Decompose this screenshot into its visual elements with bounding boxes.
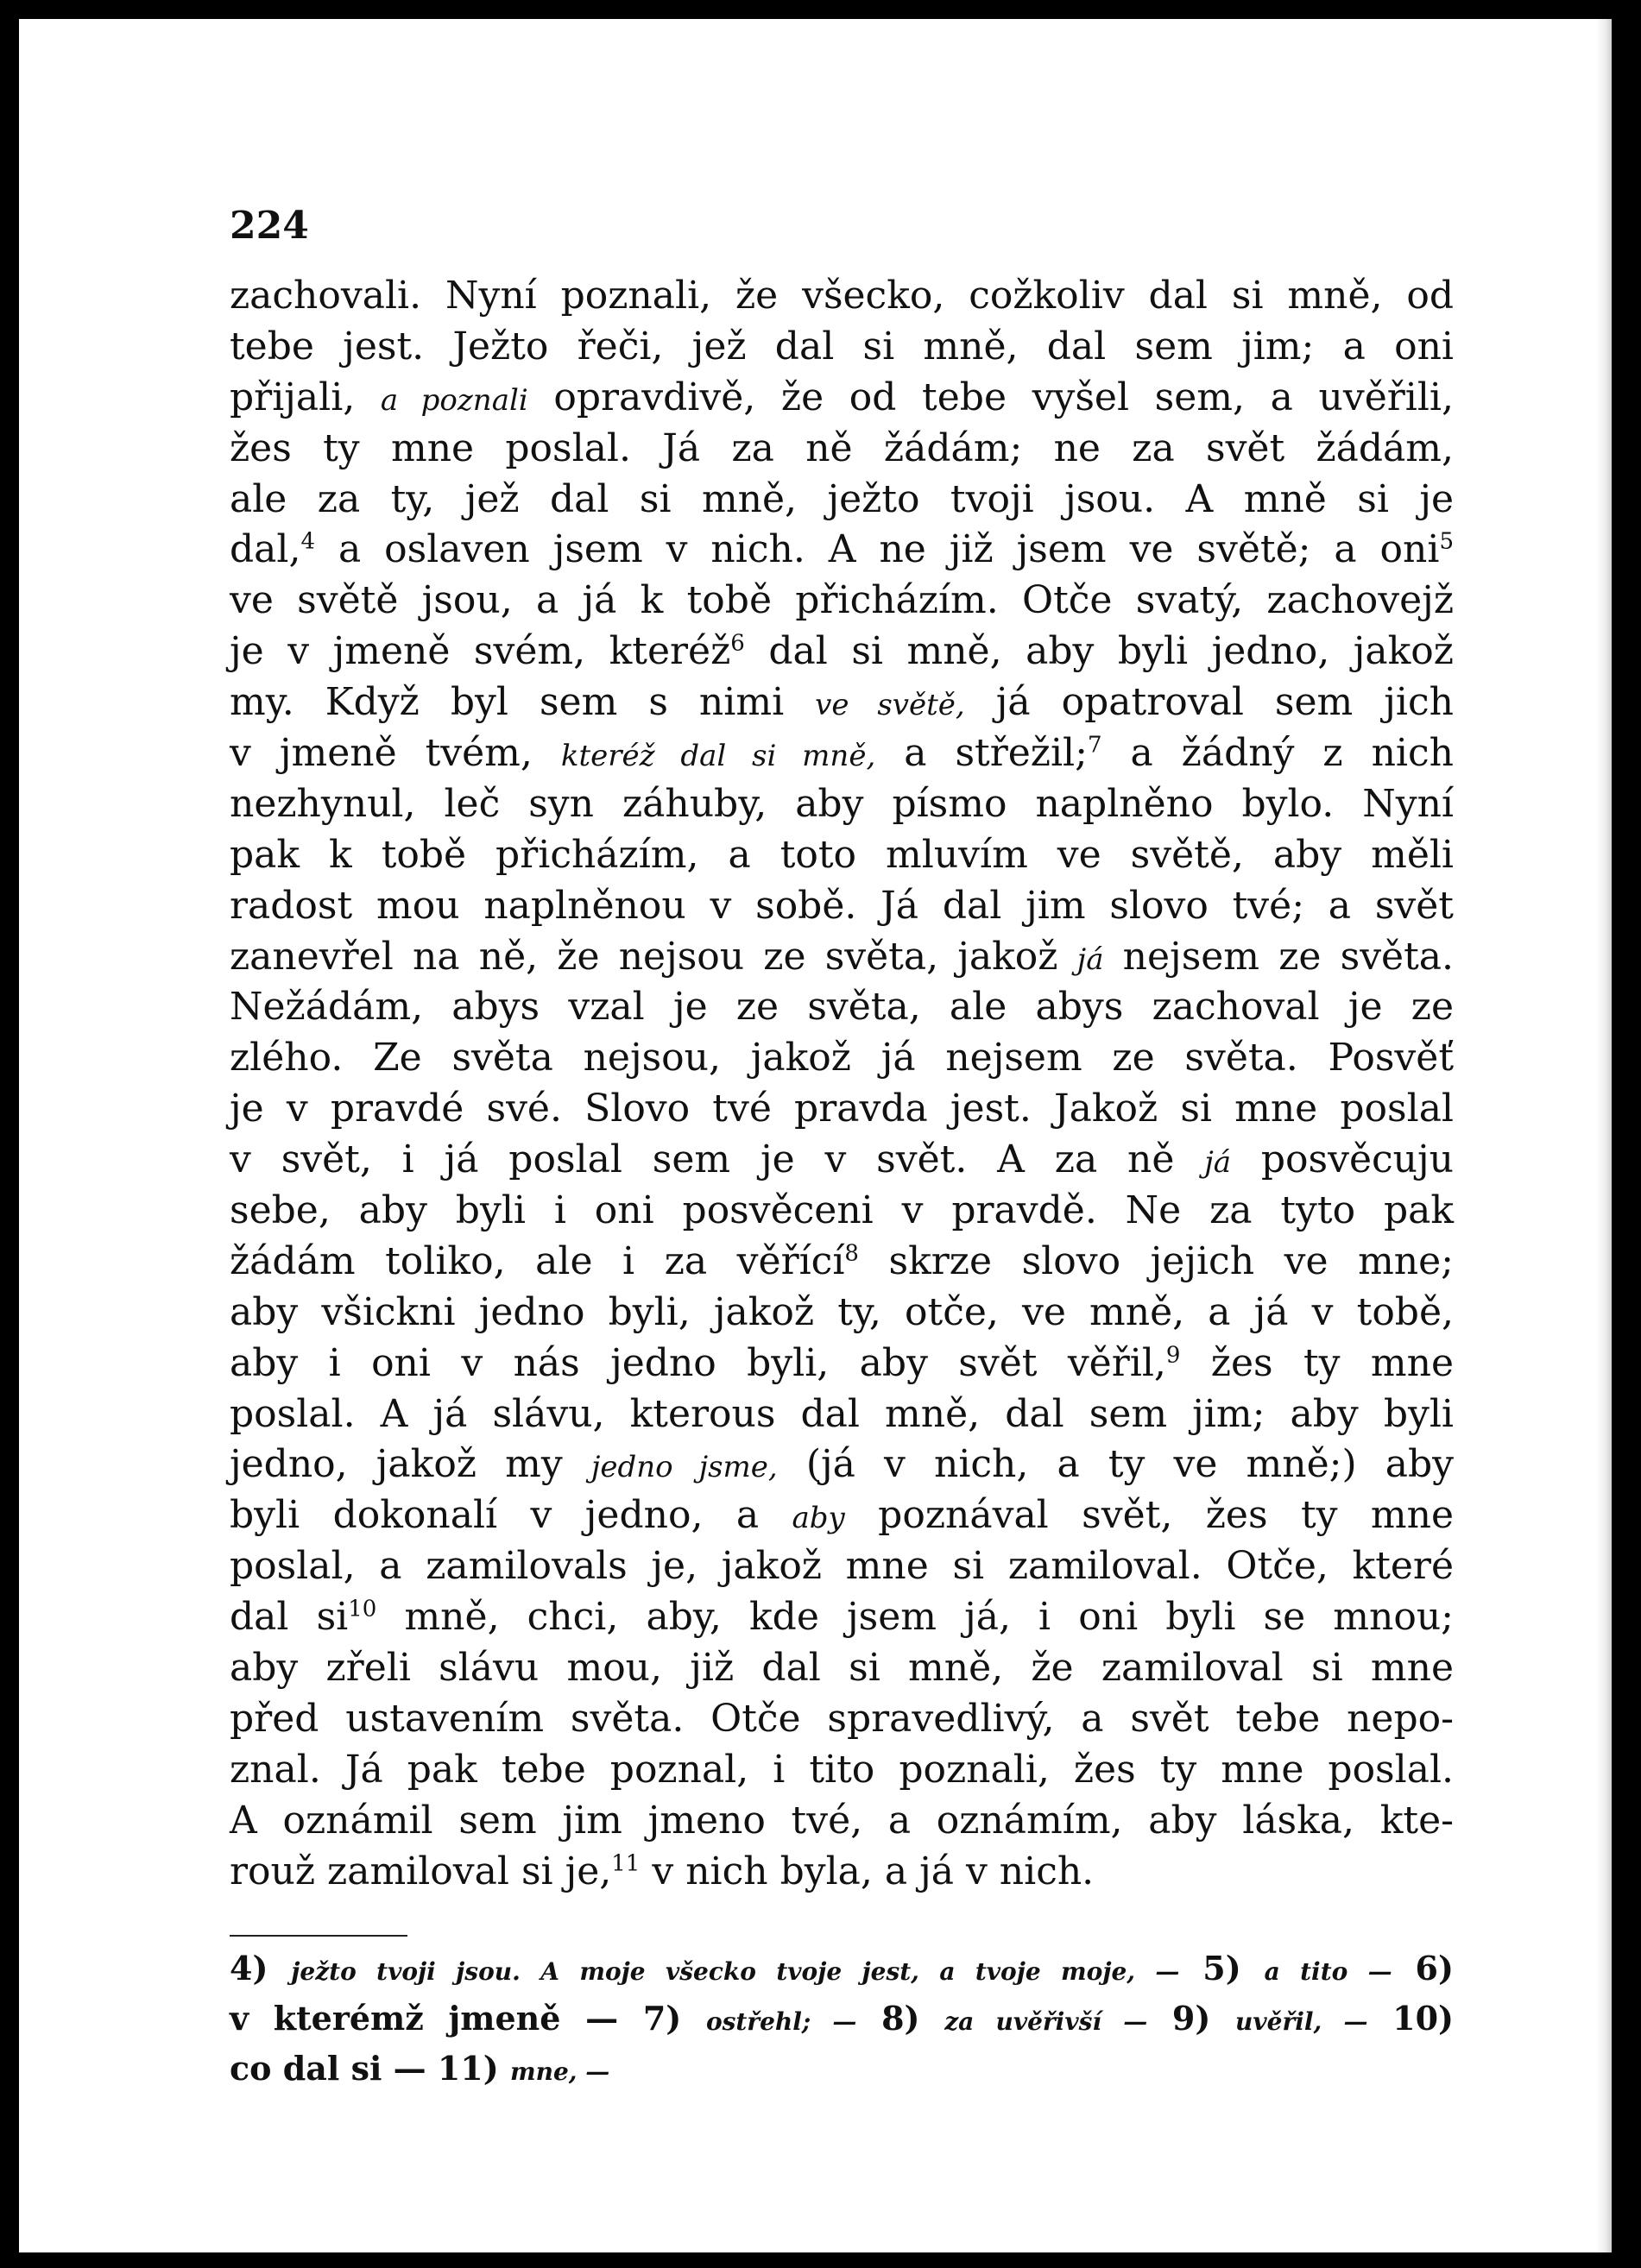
footnote-marker: 9 [1165,1342,1181,1369]
footnote-line [230,1994,1454,2044]
text-line [230,1796,1454,1847]
italic-run: mne, — [509,2057,610,2086]
text-line [230,1389,1454,1440]
text-line [230,424,1454,475]
text-line [230,576,1454,627]
text-run: přijali, [230,375,381,419]
text-line [230,982,1454,1033]
text-run: mně, chci, aby, kde jsem já, i oni byli se mnou; [376,1595,1455,1640]
italic-run: jedno jsme, [590,1450,778,1485]
text-run: já opatroval sem jich [964,680,1454,725]
text-run: posvěcuju [1231,1137,1454,1182]
text-run: rouž zamiloval si je, [230,1849,612,1893]
text-run: ve světě jsou, a já k tobě přicházím. Otče svatý, zachovejž [230,578,1454,623]
text-run: zanevřel na ně, že nejsou ze světa, jakož [230,934,1077,979]
text-line [230,1440,1454,1490]
footnotes [230,1944,1454,2094]
text-run: je v pravdé své. Slovo tvé pravda jest. Jakož si mne poslal [230,1087,1454,1131]
italic-run: a poznali [380,382,528,418]
text-run: 4) [230,1949,292,1988]
text-line [230,1745,1454,1796]
text-run: nejsem ze světa. [1103,934,1454,979]
text-run: nezhynul, leč syn záhuby, aby písmo naplněno bylo. Nyní [230,781,1454,826]
page-number: 224 [230,204,309,248]
text-run: dal si [230,1595,349,1640]
text-line [230,1237,1454,1288]
text-line [230,525,1454,576]
footnote-marker: 7 [1087,732,1102,759]
text-line [230,1643,1454,1694]
text-line [230,271,1454,322]
text-line [230,677,1454,728]
text-run: je v jmeně svém, kteréž [230,629,731,674]
text-run: aby všickni jedno byli, jakož ty, otče, ve mně, a já v tobě, [230,1289,1454,1334]
text-run: 10) [1367,1999,1455,2038]
text-run: žes ty mne poslal. Já za ně žádám; ne za svět žádám, [230,425,1454,470]
book-page [19,19,1612,2252]
text-run: dal, [230,527,301,572]
text-run: poslal, a zamilovals je, jakož mne si zamiloval. Otče, které [230,1544,1454,1589]
text-run: zachovali. Nyní poznali, že všecko, cožkoliv dal si mně, od [230,274,1454,318]
footnote-line [230,2044,1454,2094]
text-run: byli dokonalí v jedno, a [230,1493,792,1538]
text-run: 8) [856,1999,945,2038]
text-line [230,881,1454,932]
footnote-marker: 5 [1439,528,1454,555]
text-line [230,1541,1454,1592]
footnote-marker: 6 [730,630,745,657]
italic-run: ve světě, [815,688,965,723]
italic-run: já [1204,1145,1232,1181]
text-run: aby zřeli slávu mou, již dal si mně, že zamiloval si mne [230,1646,1454,1691]
italic-run: ostřehl; — [705,2007,857,2036]
text-run: 9) [1147,1999,1236,2038]
text-run: my. Když byl sem s nimi [230,680,816,725]
text-line [230,779,1454,830]
page-edge-shadow [1596,19,1612,2252]
text-run: tebe jest. Ježto řeči, jež dal si mně, dal sem jim; a oni [230,324,1454,369]
text-run: 6) [1392,1949,1454,1988]
italic-run: kteréž dal si mně, [560,739,876,774]
text-line [230,830,1454,881]
italic-run: a tito — [1264,1957,1392,1986]
text-line [230,932,1454,983]
text-run: v nich byla, a já v nich. [640,1849,1095,1893]
text-run: dal si mně, aby byli jedno, jakož [744,629,1454,674]
text-run: poslal. A já slávu, kterous dal mně, dal sem jim; aby byli [230,1391,1454,1436]
text-run: sebe, aby byli i oni posvěceni v pravdě. Ne za tyto pak [230,1188,1454,1233]
footnote-marker: 10 [348,1596,377,1622]
text-run: (já v nich, a ty ve mně;) aby [777,1442,1454,1487]
text-line [230,322,1454,373]
text-run: znal. Já pak tebe poznal, i tito poznali, žes ty mne poslal. [230,1747,1454,1792]
text-line [230,475,1454,526]
text-line [230,1490,1454,1541]
text-run: a oslaven jsem v nich. A ne již jsem ve světě; a oni [315,527,1440,572]
text-run: v jmeně tvém, [230,731,561,776]
text-run: žes ty mne [1180,1340,1454,1385]
text-line [230,1186,1454,1237]
text-line [230,1084,1454,1135]
italic-run: za uvěřivší — [944,2007,1148,2036]
italic-run: uvěřil, — [1235,2007,1368,2036]
text-run: aby i oni v nás jedno byli, aby svět věřil, [230,1340,1166,1385]
footnote-marker: 8 [844,1240,859,1267]
text-run: a žádný z nich [1101,731,1454,776]
footnote-line [230,1944,1454,1994]
text-run: skrze slovo jejich ve mne; [858,1238,1454,1283]
text-run: a střežil; [875,731,1088,776]
footnote-marker: 4 [300,528,316,555]
text-run: ale za ty, jež dal si mně, ježto tvoji jsou. A mně si je [230,476,1454,521]
italic-run: ježto tvoji jsou. A moje všecko tvoje jest, a tvoje moje, — [291,1957,1180,1986]
text-run: pak k tobě přicházím, a toto mluvím ve světě, aby měli [230,832,1454,877]
text-line [230,1135,1454,1186]
footnote-rule [230,1935,407,1937]
text-run: co dal si — 11) [230,2049,510,2088]
footnote-marker: 11 [611,1849,641,1876]
text-line [230,627,1454,677]
text-run: před ustavením světa. Otče spravedlivý, a svět tebe nepo- [230,1696,1454,1741]
text-line [230,373,1454,424]
text-run: opravdivě, že od tebe vyšel sem, a uvěřili, [527,375,1454,419]
body-text [230,271,1454,1898]
text-line [230,1847,1454,1898]
italic-run: já [1076,942,1104,977]
text-run: v kterémž jmeně — 7) [230,1999,706,2038]
text-run: A oznámil sem jim jmeno tvé, a oznámím, aby láska, kte- [230,1798,1454,1843]
text-run: žádám toliko, ale i za věřící [230,1238,845,1283]
text-line [230,1694,1454,1745]
text-run: v svět, i já poslal sem je v svět. A za ně [230,1137,1205,1182]
text-run: poznával svět, žes ty mne [844,1493,1454,1538]
text-line [230,1592,1454,1643]
text-line [230,728,1454,779]
text-line [230,1033,1454,1084]
text-run: radost mou naplněnou v sobě. Já dal jim slovo tvé; a svět [230,883,1454,928]
text-line [230,1339,1454,1389]
text-run: Nežádám, abys vzal je ze světa, ale abys zachoval je ze [230,985,1454,1030]
text-run: 5) [1179,1949,1265,1988]
italic-run: aby [792,1501,845,1536]
text-line [230,1288,1454,1339]
text-run: zlého. Ze světa nejsou, jakož já nejsem ze světa. Posvěť [230,1036,1454,1080]
text-run: jedno, jakož my [230,1442,591,1487]
